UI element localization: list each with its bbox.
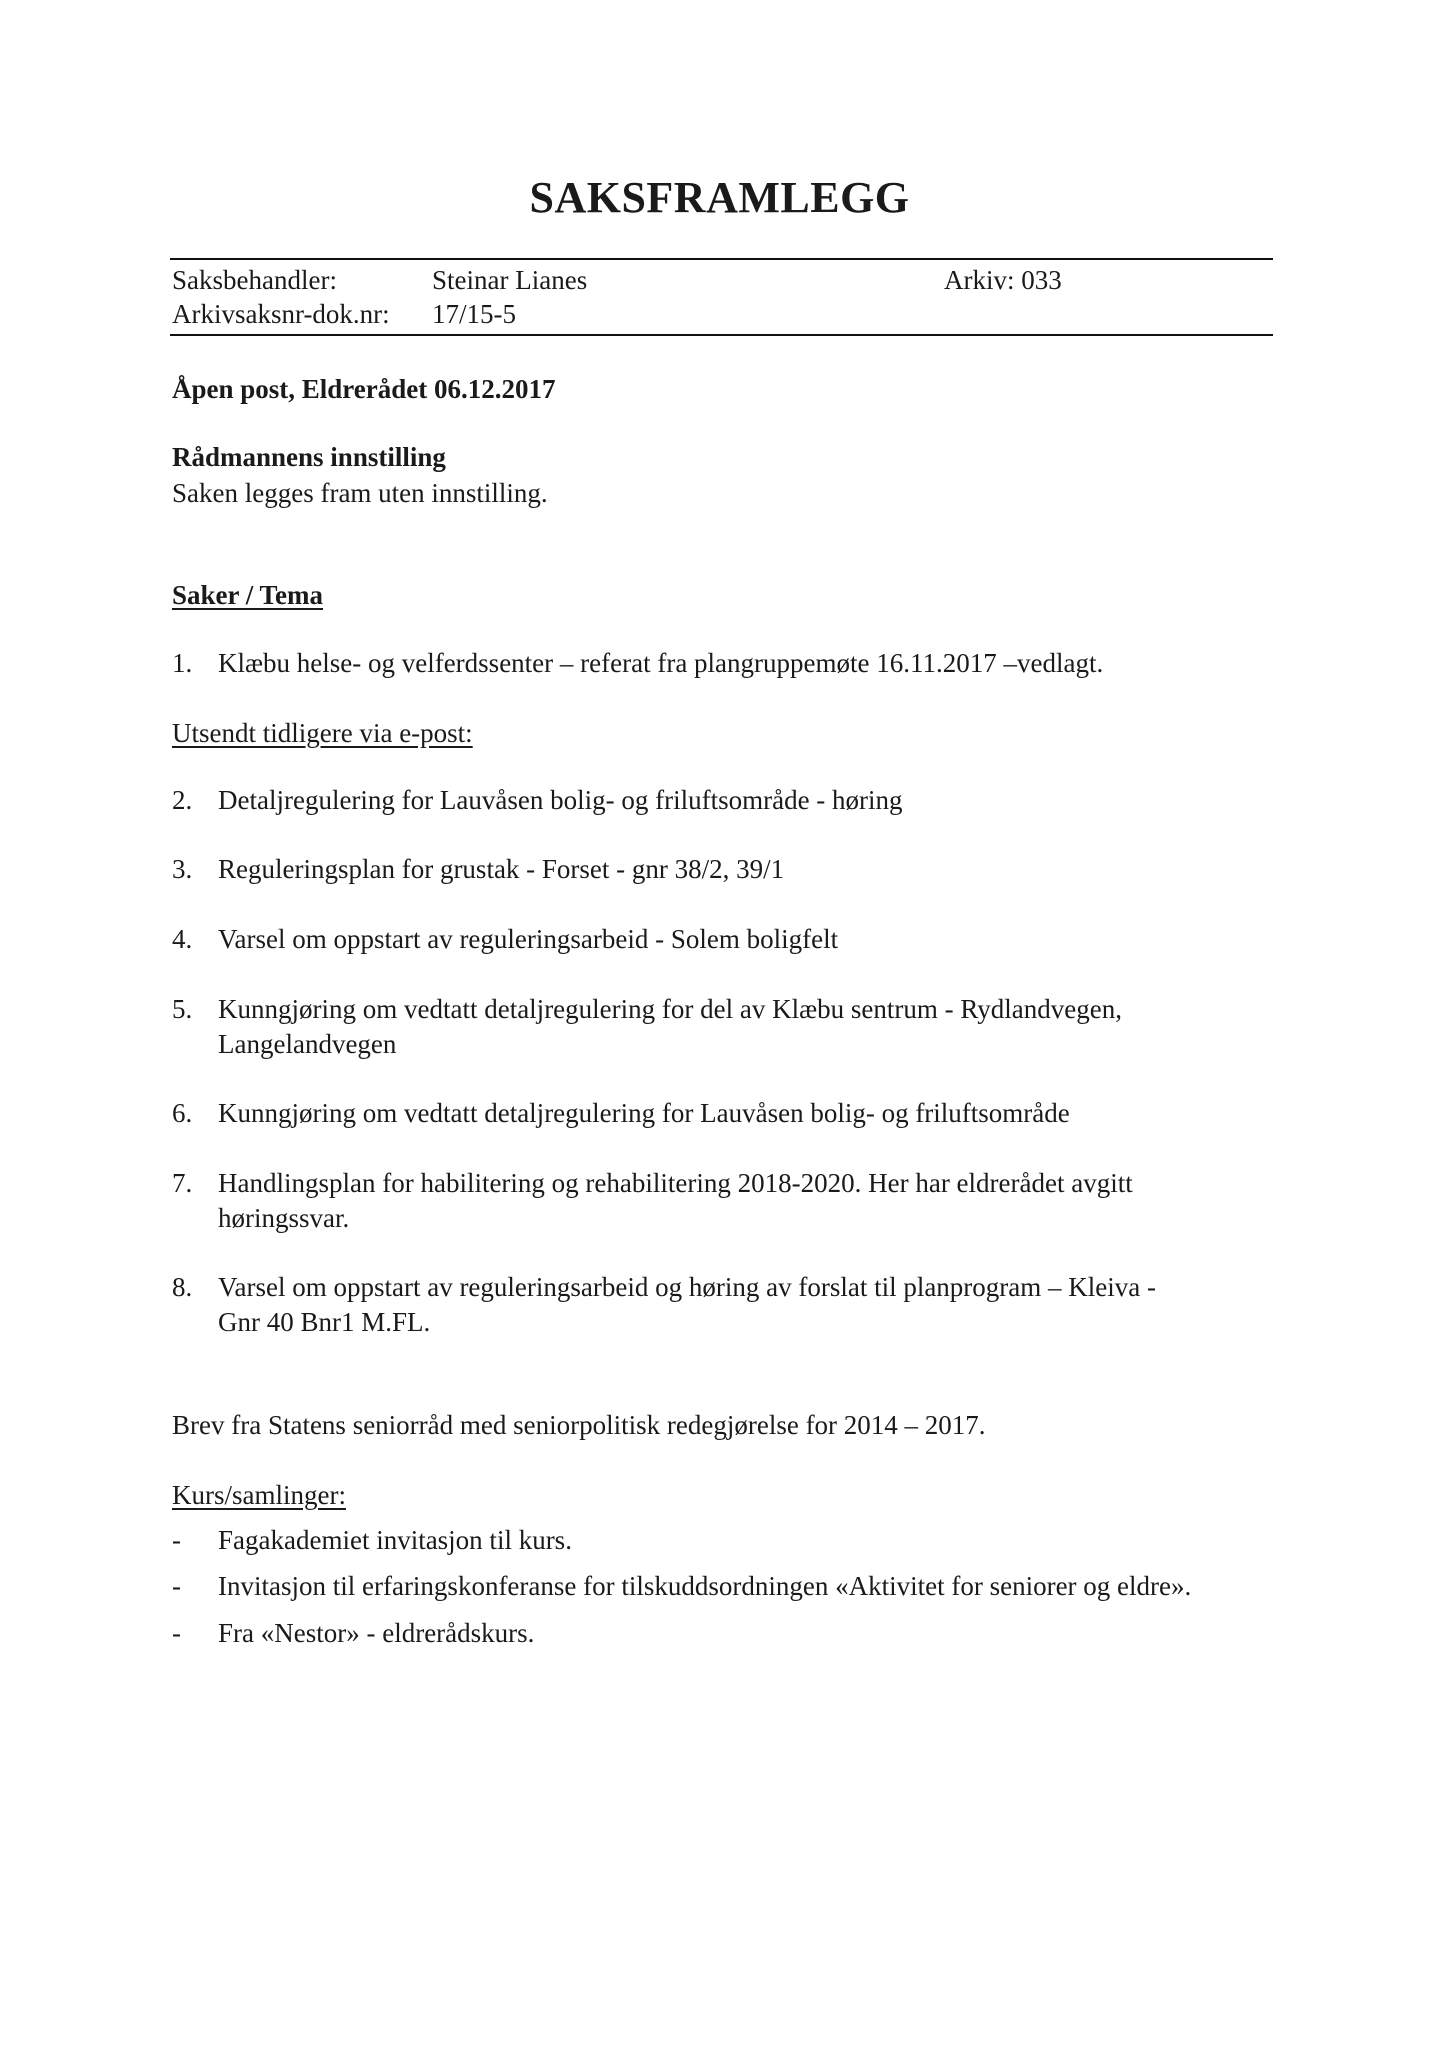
sent-earlier-heading: Utsendt tidligere via e-post: [172,718,473,748]
agenda-item-text: Kunngjøring om vedtatt detaljregulering for del av Klæbu sentrum - Rydlandvegen, [218,994,1122,1024]
agenda-item-text: Varsel om oppstart av reguleringsarbeid og høring av forslat til planprogram – Kleiva - [218,1272,1156,1302]
agenda-item-text: Klæbu helse- og velferdssenter – referat fra plangruppemøte 16.11.2017 –vedlagt. [218,648,1104,678]
agenda-item-text: Varsel om oppstart av reguleringsarbeid - Solem boligfelt [218,924,839,954]
header-rule-bottom [170,334,1273,336]
agenda-item-text: Langelandvegen [218,1029,397,1059]
meeting-heading: Åpen post, Eldrerådet 06.12.2017 [172,374,556,404]
archive-code: Arkiv: 033 [944,265,1062,295]
topics-heading: Saker / Tema [172,580,324,610]
agenda-item-number: 6. [172,1098,193,1128]
recommendation-text: Saken legges fram uten innstilling. [172,478,548,508]
agenda-item-number: 5. [172,994,193,1024]
agenda-item-text: Kunngjøring om vedtatt detaljregulering for Lauvåsen bolig- og friluftsområde [218,1098,1070,1128]
agenda-item-number: 4. [172,924,193,954]
course-bullet: - [172,1618,181,1648]
header-rule-top [170,258,1273,260]
agenda-item-text: Detaljregulering for Lauvåsen bolig- og friluftsområde - høring [218,785,903,815]
course-text: Invitasjon til erfaringskonferanse for tilskuddsordningen «Aktivitet for seniorer og eldre». [218,1571,1192,1601]
recommendation-heading: Rådmannens innstilling [172,442,446,472]
course-text: Fra «Nestor» - eldrerådskurs. [218,1618,535,1648]
agenda-item-number: 3. [172,854,193,884]
agenda-item-text: høringssvar. [218,1203,350,1233]
case-number-value: 17/15-5 [432,299,516,329]
agenda-item-text: Gnr 40 Bnr1 M.FL. [218,1307,431,1337]
handler-value: Steinar Lianes [432,265,588,295]
letter-note: Brev fra Statens seniorråd med seniorpolitisk redegjørelse for 2014 – 2017. [172,1410,986,1440]
agenda-item-text: Reguleringsplan for grustak - Forset - gnr 38/2, 39/1 [218,854,785,884]
document-title: SAKSFRAMLEGG [529,173,910,222]
course-bullet: - [172,1525,181,1555]
courses-heading: Kurs/samlinger: [172,1480,346,1510]
agenda-item-number: 8. [172,1272,193,1302]
agenda-item-number: 2. [172,785,193,815]
handler-label: Saksbehandler: [172,265,337,295]
agenda-item-number: 1. [172,648,193,678]
agenda-item-number: 7. [172,1168,193,1198]
course-bullet: - [172,1571,181,1601]
course-text: Fagakademiet invitasjon til kurs. [218,1525,572,1555]
agenda-item-text: Handlingsplan for habilitering og rehabilitering 2018-2020. Her har eldrerådet avgitt [218,1168,1133,1198]
case-number-label: Arkivsaksnr-dok.nr: [172,299,390,329]
